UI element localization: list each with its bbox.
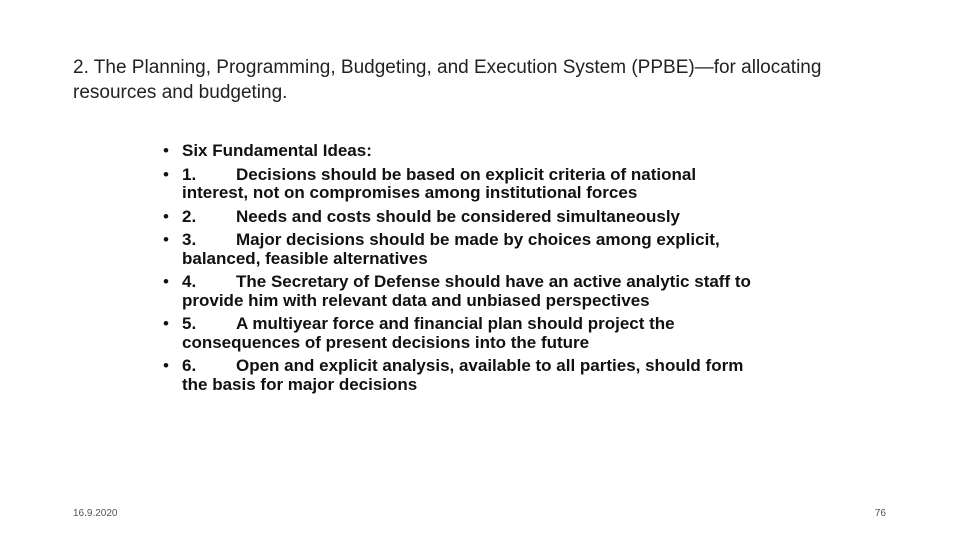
list-item-text: Open and explicit analysis, available to all parties, should form the basis for major decisions — [182, 356, 744, 394]
list-item-heading — [163, 142, 763, 161]
list-item-idea-6 — [163, 357, 763, 394]
list-item-text: A multiyear force and financial plan should project the consequences of present decisions into the future — [182, 314, 675, 352]
page-number: 76 — [874, 508, 886, 519]
list-item-idea-1 — [163, 166, 763, 203]
bullet-icon: • — [163, 272, 169, 291]
list-item-number: 3. — [182, 230, 197, 249]
bullet-icon: • — [163, 141, 169, 160]
bullet-icon: • — [163, 164, 169, 184]
list-item-idea-5 — [163, 315, 763, 352]
footer-date: 16.9.2020 — [73, 508, 118, 519]
list-item-idea-2 — [163, 208, 763, 227]
list-item-text: Decisions should be based on explicit criteria of national interest, not on compromises among institutional forces — [182, 164, 697, 202]
list-item-number: 6. — [182, 356, 197, 375]
slide-title: 2. The Planning, Programming, Budgeting, and Execution System (PPBE)—for allocating resources and budgeting. — [73, 57, 822, 103]
bullet-icon: • — [163, 314, 169, 333]
bullet-icon: • — [163, 230, 169, 249]
list-item-text: The Secretary of Defense should have an active analytic staff to provide him with relevant data and unbiased perspectives — [182, 272, 751, 310]
list-item-text: Needs and costs should be considered simultaneously — [236, 206, 681, 226]
list-item-number: 5. — [182, 314, 197, 333]
list-item-idea-3 — [163, 231, 763, 268]
list-item-number: 1. — [182, 164, 197, 184]
bullet-icon: • — [163, 206, 169, 226]
list-item-text: Major decisions should be made by choices among explicit, balanced, feasible alternatives — [182, 230, 720, 268]
list-item-text: Six Fundamental Ideas: — [182, 141, 372, 160]
list-item-idea-4 — [163, 273, 763, 310]
list-item-number: 4. — [182, 272, 197, 291]
bullet-icon: • — [163, 356, 169, 375]
list-item-number: 2. — [182, 206, 197, 226]
fundamental-ideas-list — [163, 142, 763, 399]
